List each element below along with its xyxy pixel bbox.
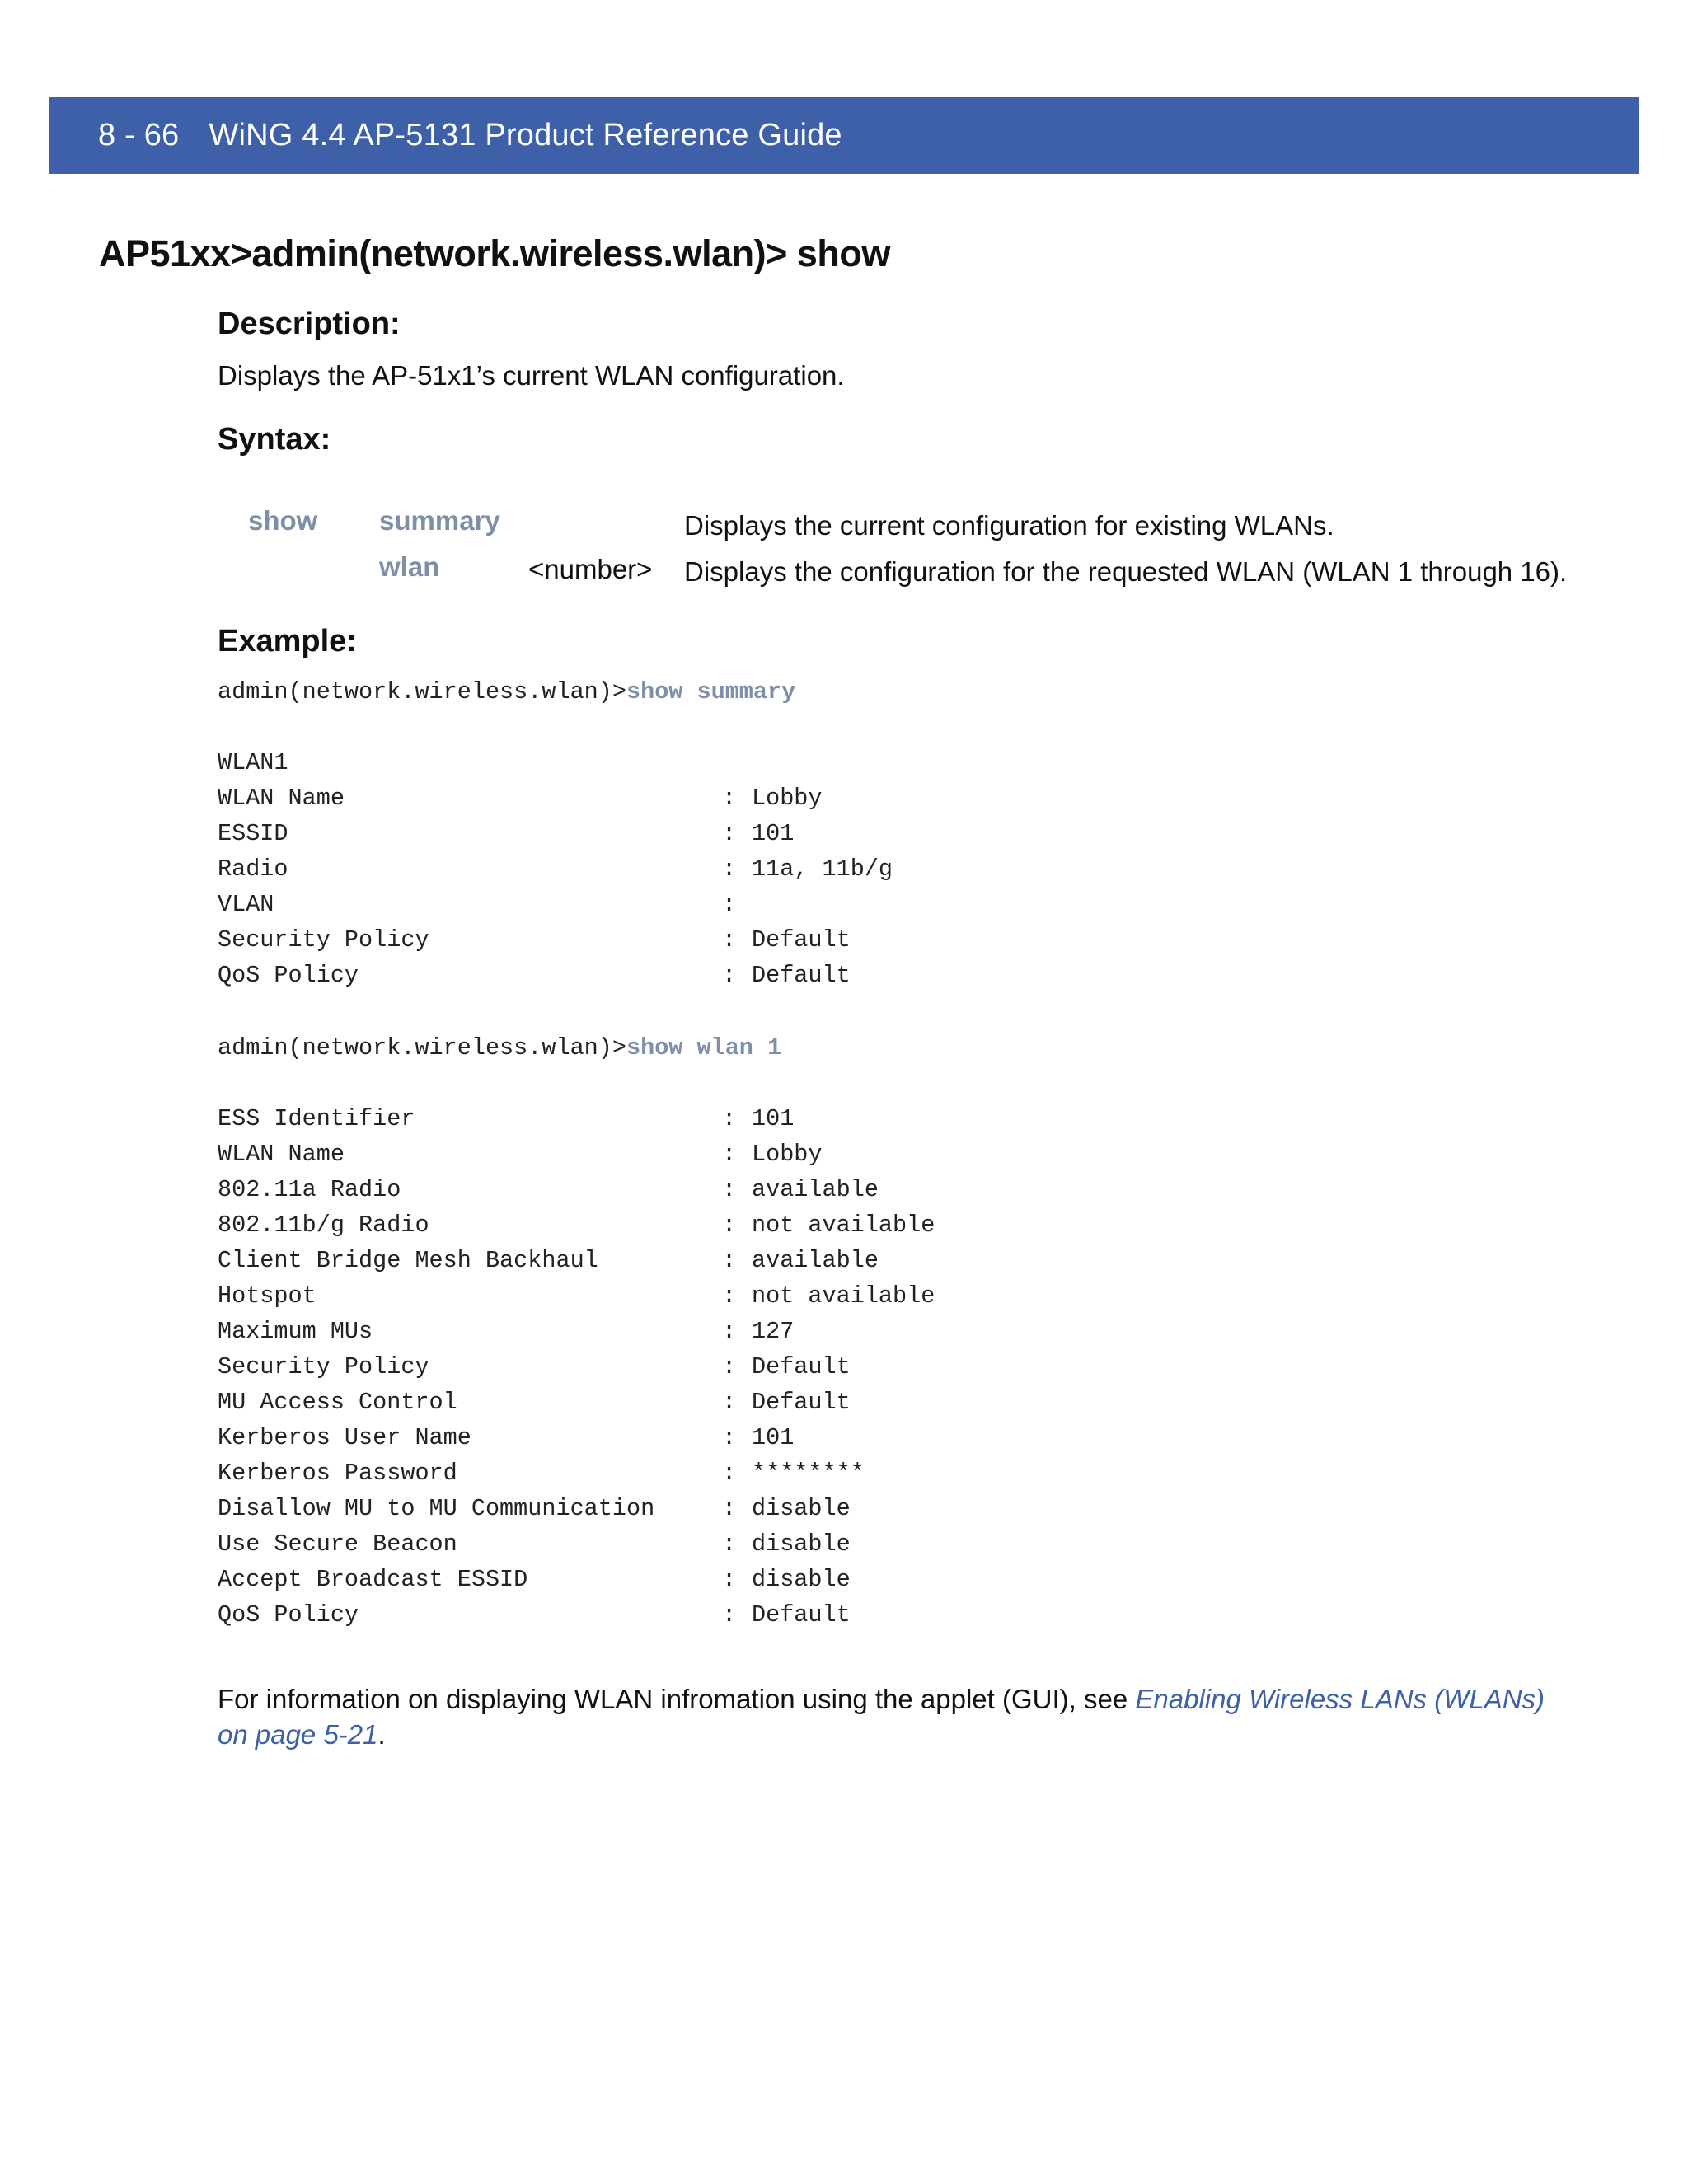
output-row: [218, 855, 893, 883]
row-separator: :: [722, 1566, 737, 1593]
row-label: Use Secure Beacon: [218, 1530, 457, 1558]
row-value: disable: [752, 1566, 851, 1593]
row-value: 127: [752, 1318, 795, 1345]
row-label: Disallow MU to MU Communication: [218, 1495, 655, 1522]
output-row: [218, 1176, 879, 1203]
output-row: [218, 1282, 935, 1310]
row-value: Lobby: [752, 1141, 823, 1168]
row-separator: :: [722, 1212, 737, 1239]
description-heading: Description:: [218, 307, 401, 341]
output-row: [218, 1318, 795, 1345]
row-label: WLAN Name: [218, 1141, 345, 1168]
output-row: [218, 1141, 823, 1168]
output-row: [218, 1105, 795, 1132]
page-header: [49, 97, 1639, 174]
output-row: [218, 891, 737, 918]
row-value: Default: [752, 926, 851, 954]
output-row: [218, 1424, 795, 1451]
row-value: Default: [752, 962, 851, 989]
cli-command: show wlan 1: [626, 1034, 782, 1062]
output-row: [218, 1389, 851, 1416]
row-separator: :: [722, 855, 737, 883]
row-label: MU Access Control: [218, 1389, 457, 1416]
reference-text: For information on displaying WLAN infromation using the applet (GUI), see: [218, 1684, 1136, 1714]
row-label: 802.11b/g Radio: [218, 1212, 429, 1239]
syntax-desc-summary: Displays the current configuration for existing WLANs.: [684, 510, 1334, 541]
syntax-argument-number: <number>: [528, 554, 653, 584]
output-row: [218, 1460, 865, 1487]
row-separator: :: [722, 1353, 737, 1380]
cli-command: show summary: [626, 678, 796, 705]
row-separator: :: [722, 1424, 737, 1451]
syntax-command: show: [248, 505, 318, 536]
row-label: Kerberos User Name: [218, 1424, 471, 1451]
cli-prompt: admin(network.wireless.wlan)>: [218, 678, 626, 705]
row-value: available: [752, 1176, 879, 1203]
row-label: Client Bridge Mesh Backhaul: [218, 1247, 598, 1274]
row-value: available: [752, 1247, 879, 1274]
row-separator: :: [722, 1176, 737, 1203]
output-row: [218, 1530, 851, 1558]
row-label: Security Policy: [218, 926, 429, 954]
syntax-desc-wlan: Displays the configuration for the requested WLAN (WLAN 1 through 16).: [684, 556, 1568, 587]
description-text: Displays the AP-51x1’s current WLAN configuration.: [218, 360, 845, 391]
row-separator: :: [722, 785, 737, 812]
row-value: 11a, 11b/g: [752, 855, 893, 883]
row-value: not available: [752, 1212, 935, 1239]
reference-trailing: .: [377, 1719, 386, 1750]
row-separator: :: [722, 1495, 737, 1522]
row-label: ESSID: [218, 820, 288, 847]
output-row: [218, 1601, 851, 1629]
row-value: Lobby: [752, 785, 823, 812]
syntax-keyword-summary: summary: [379, 505, 500, 536]
row-label: VLAN: [218, 891, 274, 918]
row-label: WLAN Name: [218, 785, 345, 812]
row-label: Radio: [218, 855, 288, 883]
row-separator: :: [722, 926, 737, 954]
row-separator: :: [722, 962, 737, 989]
row-label: Security Policy: [218, 1353, 429, 1380]
prompt-show-summary: [218, 678, 795, 705]
output-row: [218, 785, 823, 812]
guide-title: WiNG 4.4 AP-5131 Product Reference Guide: [209, 118, 842, 152]
row-separator: :: [722, 1282, 737, 1310]
row-value: Default: [752, 1601, 851, 1629]
output-row: [218, 1566, 851, 1593]
row-separator: :: [722, 1389, 737, 1416]
row-label: ESS Identifier: [218, 1105, 415, 1132]
syntax-heading: Syntax:: [218, 422, 331, 457]
row-value: disable: [752, 1530, 851, 1558]
page-number: 8 - 66: [98, 118, 180, 152]
cli-prompt: admin(network.wireless.wlan)>: [218, 1034, 626, 1062]
row-value: Default: [752, 1353, 851, 1380]
output-row: [218, 820, 795, 847]
row-value: disable: [752, 1495, 851, 1522]
row-label: QoS Policy: [218, 1601, 359, 1629]
row-value: 101: [752, 820, 795, 847]
output-row: [218, 1212, 935, 1239]
summary-title: WLAN1: [218, 749, 288, 776]
row-label: 802.11a Radio: [218, 1176, 401, 1203]
row-label: Maximum MUs: [218, 1318, 373, 1345]
reference-link[interactable]: Enabling Wireless LANs (WLANs) on page 5-21: [218, 1684, 1545, 1750]
row-separator: :: [722, 1141, 737, 1168]
example-heading: Example:: [218, 624, 357, 658]
row-value: Default: [752, 1389, 851, 1416]
row-separator: :: [722, 891, 737, 918]
row-value: ********: [752, 1460, 865, 1487]
row-value: 101: [752, 1424, 795, 1451]
output-row: [218, 926, 851, 954]
row-label: QoS Policy: [218, 962, 359, 989]
row-separator: :: [722, 820, 737, 847]
row-label: Hotspot: [218, 1282, 316, 1310]
row-separator: :: [722, 1318, 737, 1345]
output-row: [218, 1247, 879, 1274]
row-label: Accept Broadcast ESSID: [218, 1566, 528, 1593]
row-separator: :: [722, 1460, 737, 1487]
row-value: not available: [752, 1282, 935, 1310]
syntax-keyword-wlan: wlan: [379, 551, 440, 582]
row-label: Kerberos Password: [218, 1460, 457, 1487]
row-separator: :: [722, 1530, 737, 1558]
command-title: AP51xx>admin(network.wireless.wlan)> show: [99, 232, 890, 274]
row-value: 101: [752, 1105, 795, 1132]
output-row: [218, 1353, 851, 1380]
reference-paragraph: [218, 1681, 1553, 1752]
output-row: [218, 1495, 851, 1522]
prompt-show-wlan: [218, 1034, 781, 1062]
row-separator: :: [722, 1105, 737, 1132]
output-row: [218, 962, 851, 989]
row-separator: :: [722, 1601, 737, 1629]
row-separator: :: [722, 1247, 737, 1274]
